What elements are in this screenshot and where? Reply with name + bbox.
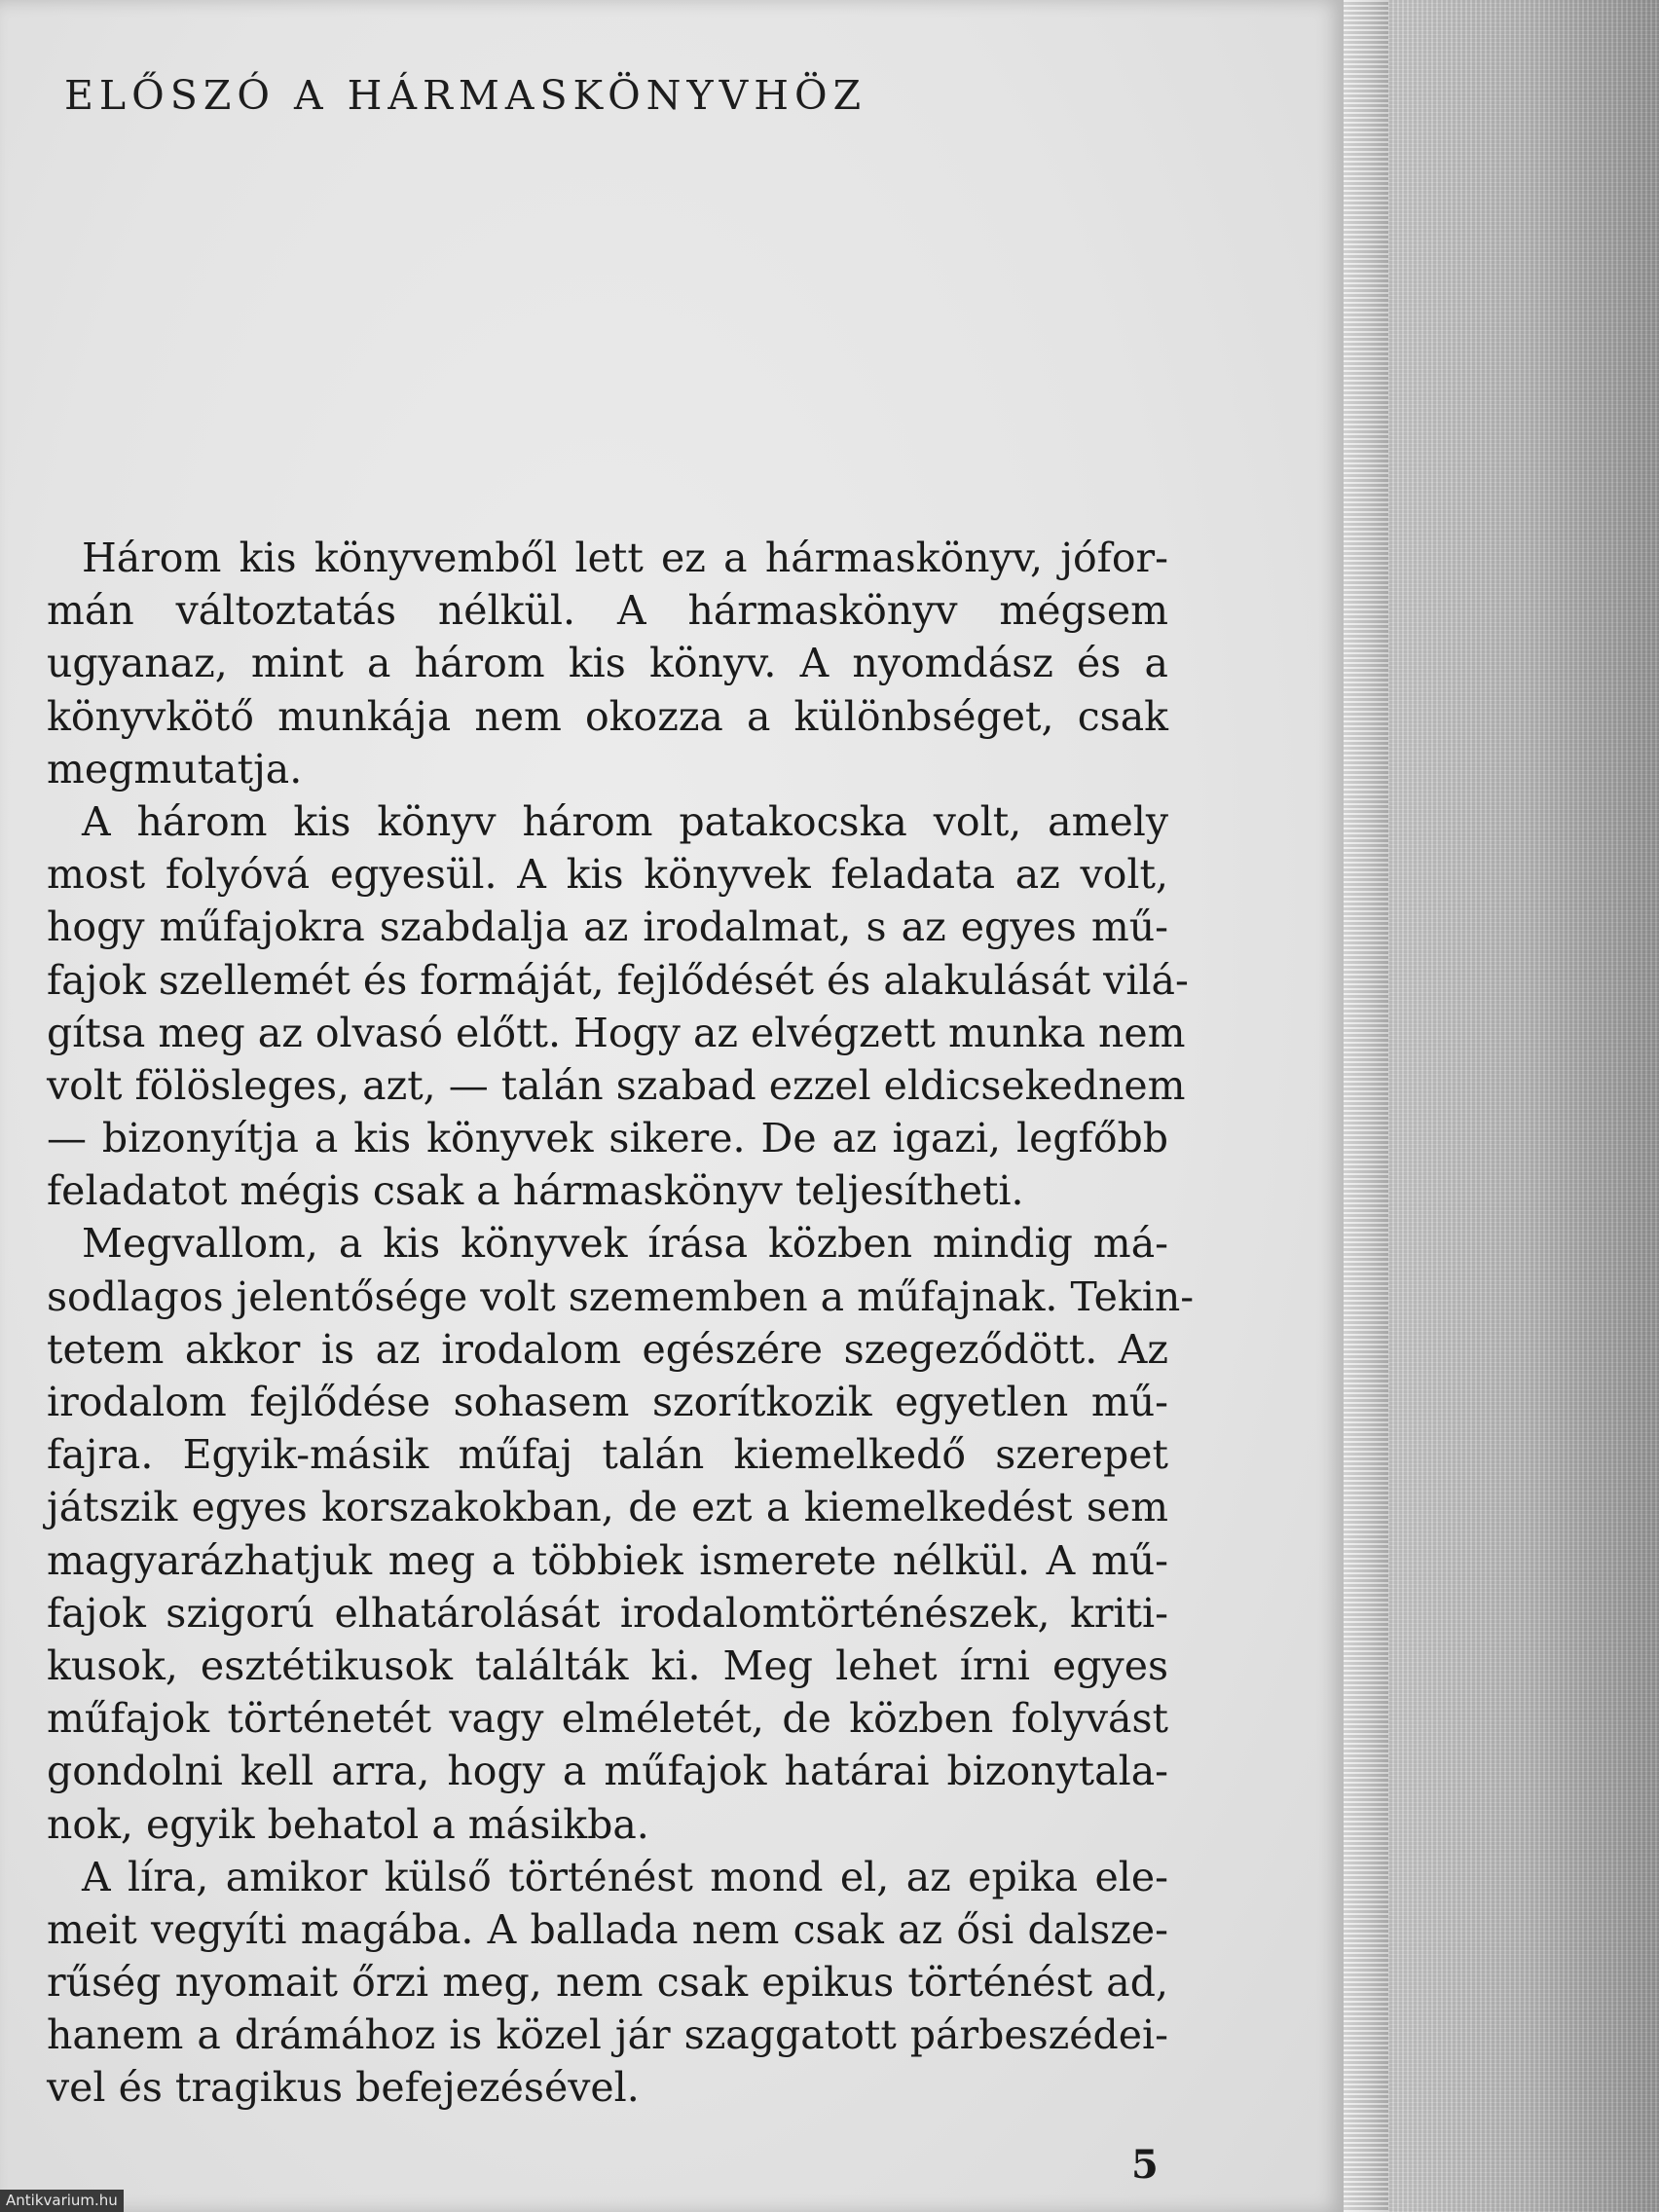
body-text: [47, 532, 1195, 2115]
book-spine-edge: [1342, 0, 1388, 2212]
text-line: tetem akkor is az irodalom egészére szegeződött. Az: [47, 1325, 1168, 1373]
text-line: műfajok történetét vagy elméletét, de közben folyvást: [47, 1695, 1168, 1743]
text-line: hogy műfajokra szabdalja az irodalmat, s az egyes mű-: [47, 903, 1168, 951]
paragraph: [47, 1217, 1195, 1850]
paragraph: [47, 1851, 1168, 2115]
text-line: A líra, amikor külső történést mond el, az epika ele-: [82, 1853, 1168, 1900]
text-line: rűség nyomait őrzi meg, nem csak epikus történést ad,: [47, 1959, 1168, 2007]
text-line: fajra. Egyik-másik műfaj talán kiemelkedő szerepet: [47, 1431, 1168, 1479]
text-line: Megvallom, a kis könyvek írása közben mindig má-: [82, 1220, 1168, 1268]
text-line: mán változtatás nélkül. A hármaskönyv mégsem: [47, 587, 1168, 635]
paragraph: [47, 532, 1168, 795]
chapter-heading: ELŐSZÓ A HÁRMASKÖNYVHÖZ: [64, 72, 867, 119]
text-line: feladatot mégis csak a hármaskönyv teljesítheti.: [47, 1167, 1024, 1215]
text-line: meit vegyíti magába. A ballada nem csak az ősi dalsze-: [47, 1905, 1168, 1953]
text-line: fajok szellemét és formáját, fejlődését és alakulását vilá-: [47, 956, 1189, 1004]
text-line: most folyóvá egyesül. A kis könyvek feladata az volt,: [47, 851, 1168, 899]
text-line: magyarázhatjuk meg a többiek ismerete nélkül. A mű-: [47, 1536, 1168, 1584]
text-line: gondolni kell arra, hogy a műfajok határai bizonytala-: [47, 1748, 1168, 1795]
text-line: könyvkötő munkája nem okozza a különbséget, csak: [47, 692, 1168, 740]
text-line: vel és tragikus befejezésével.: [47, 2064, 640, 2112]
text-line: kusok, esztétikusok találták ki. Meg lehet írni egyes: [47, 1641, 1168, 1689]
text-line: Három kis könyvemből lett ez a hármaskönyv, jófor-: [82, 535, 1168, 581]
text-line: hanem a drámához is közel jár szaggatott párbeszédei-: [47, 2011, 1168, 2059]
text-line: sodlagos jelentősége volt szememben a műfajnak. Tekin-: [47, 1272, 1195, 1320]
text-line: volt fölösleges, azt, — talán szabad ezzel eldicsekednem: [47, 1061, 1186, 1109]
page-number: 5: [1131, 2142, 1159, 2188]
text-line: nok, egyik behatol a másikba.: [47, 1800, 649, 1848]
text-line: gítsa meg az olvasó előtt. Hogy az elvégzett munka nem: [47, 1009, 1186, 1056]
paragraph: [47, 795, 1189, 1218]
text-line: ugyanaz, mint a három kis könyv. A nyomdász és a: [47, 640, 1168, 687]
text-line: megmutatja.: [47, 745, 303, 793]
text-line: fajok szigorú elhatárolását irodalomtörténészek, kriti-: [47, 1589, 1168, 1637]
text-line: — bizonyítja a kis könyvek sikere. De az igazi, legfőbb: [47, 1115, 1168, 1162]
text-line: A három kis könyv három patakocska volt, amely: [82, 797, 1168, 845]
text-line: játszik egyes korszakokban, de ezt a kiemelkedést sem: [47, 1484, 1168, 1531]
watermark: Antikvarium.hu: [0, 2190, 124, 2212]
text-line: irodalom fejlődése sohasem szorítkozik egyetlen mű-: [47, 1379, 1168, 1425]
